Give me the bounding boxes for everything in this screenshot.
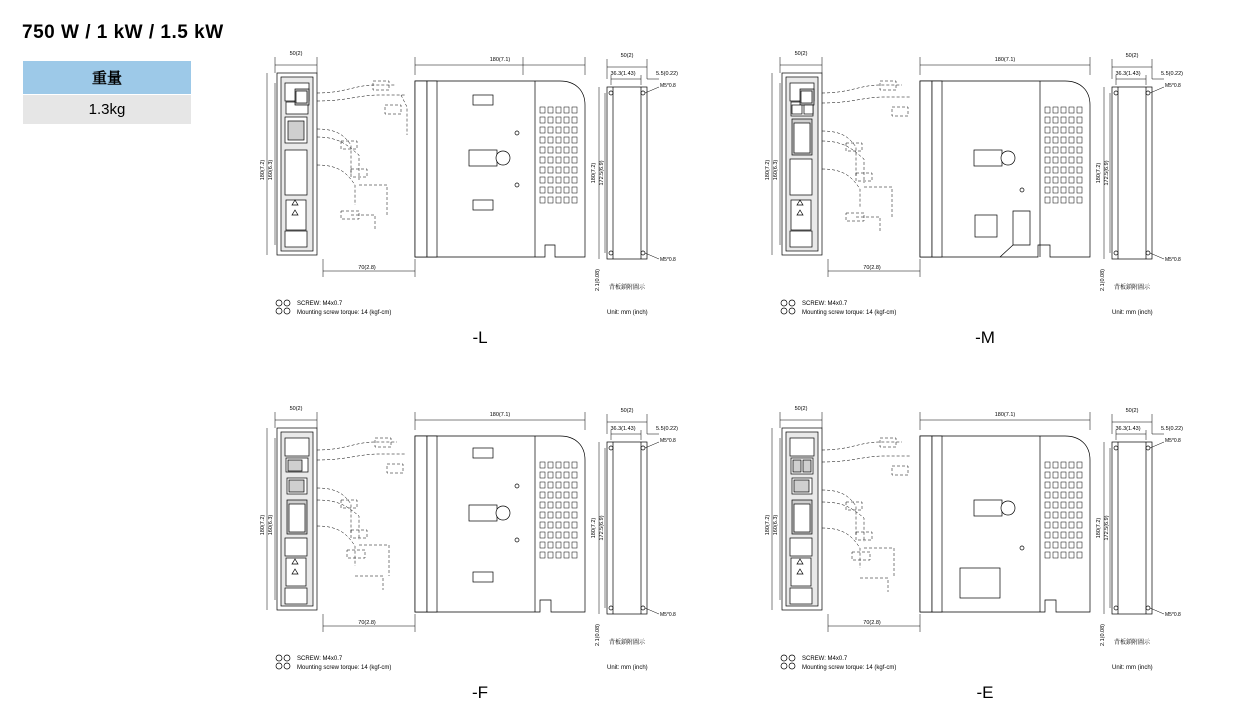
drawing-svg-F [255,400,705,690]
svg-text:5.5(0.22): 5.5(0.22) [1160,426,1184,432]
svg-text:180(7.2): 180(7.2) [591,517,597,539]
svg-text:160(6.3): 160(6.3) [268,514,274,536]
svg-text:172.5(6.9): 172.5(6.9) [1104,515,1110,541]
svg-text:50(2): 50(2) [289,406,303,412]
svg-text:160(6.3): 160(6.3) [268,159,274,181]
panel-caption-F: -F [471,683,489,702]
drawing-svg-M [760,45,1210,335]
svg-text:SCREW: M4x0.7: SCREW: M4x0.7 [297,301,343,307]
svg-text:180(7.2): 180(7.2) [765,514,771,536]
svg-text:Mounting screw torque: 14 (kgf: Mounting screw torque: 14 (kgf-cm) [297,665,392,671]
svg-text:180(7.1): 180(7.1) [994,57,1016,63]
svg-text:M5*0.8: M5*0.8 [1165,257,1181,263]
svg-text:Mounting screw torque: 14 (kgf: Mounting screw torque: 14 (kgf-cm) [297,310,392,316]
panel-caption-M: -M [975,328,995,347]
svg-text:172.5(6.9): 172.5(6.9) [599,515,605,541]
svg-text:5.5(0.22): 5.5(0.22) [655,426,679,432]
svg-text:Unit: mm (inch): Unit: mm (inch) [1112,665,1153,671]
svg-text:36.3(1.43): 36.3(1.43) [1115,71,1141,77]
drawing-panel-F [255,400,705,710]
svg-text:36.3(1.43): 36.3(1.43) [610,426,636,432]
page-title: 750 W / 1 kW / 1.5 kW [22,22,224,43]
drawing-panel-E [760,400,1210,710]
svg-text:背板鎖附圖示: 背板鎖附圖示 [1113,284,1151,291]
svg-text:50(2): 50(2) [794,406,808,412]
svg-text:M5*0.8: M5*0.8 [1165,83,1181,89]
panel-caption-E: -E [976,683,994,702]
svg-text:M5*0.8: M5*0.8 [660,83,676,89]
svg-text:180(7.1): 180(7.1) [489,57,511,63]
svg-text:2.1(0.08): 2.1(0.08) [595,268,601,292]
svg-text:180(7.2): 180(7.2) [1096,162,1102,184]
svg-text:2.1(0.08): 2.1(0.08) [595,623,601,647]
svg-text:背板鎖附圖示: 背板鎖附圖示 [608,639,646,646]
svg-text:50(2): 50(2) [794,51,808,57]
svg-text:5.5(0.22): 5.5(0.22) [1160,71,1184,77]
svg-text:172.5(6.9): 172.5(6.9) [1104,160,1110,186]
panel-caption-L: -L [472,328,488,347]
svg-text:Unit: mm (inch): Unit: mm (inch) [607,310,648,316]
svg-text:SCREW: M4x0.7: SCREW: M4x0.7 [802,301,848,307]
svg-text:70(2.8): 70(2.8) [358,620,376,626]
svg-text:M5*0.8: M5*0.8 [660,257,676,263]
svg-text:M5*0.8: M5*0.8 [660,612,676,618]
svg-text:背板鎖附圖示: 背板鎖附圖示 [608,284,646,291]
svg-text:180(7.2): 180(7.2) [260,159,266,181]
svg-text:M5*0.8: M5*0.8 [1165,438,1181,444]
svg-text:180(7.2): 180(7.2) [1096,517,1102,539]
svg-text:50(2): 50(2) [620,53,634,59]
svg-text:160(6.3): 160(6.3) [773,159,779,181]
weight-table-header: 重量 [23,61,192,95]
drawing-panel-L [255,45,705,355]
svg-text:M5*0.8: M5*0.8 [1165,612,1181,618]
svg-text:Mounting screw torque: 14 (kgf: Mounting screw torque: 14 (kgf-cm) [802,310,897,316]
svg-text:Mounting screw torque: 14 (kgf: Mounting screw torque: 14 (kgf-cm) [802,665,897,671]
svg-text:50(2): 50(2) [289,51,303,57]
svg-text:180(7.2): 180(7.2) [260,514,266,536]
svg-text:50(2): 50(2) [620,408,634,414]
svg-text:160(6.3): 160(6.3) [773,514,779,536]
svg-text:SCREW: M4x0.7: SCREW: M4x0.7 [297,656,343,662]
svg-text:50(2): 50(2) [1125,408,1139,414]
svg-text:180(7.1): 180(7.1) [994,412,1016,418]
svg-text:Unit: mm (inch): Unit: mm (inch) [1112,310,1153,316]
svg-text:36.3(1.43): 36.3(1.43) [610,71,636,77]
weight-table [22,60,192,125]
svg-text:5.5(0.22): 5.5(0.22) [655,71,679,77]
svg-text:180(7.2): 180(7.2) [765,159,771,181]
svg-text:172.5(6.9): 172.5(6.9) [599,160,605,186]
svg-text:Unit: mm (inch): Unit: mm (inch) [607,665,648,671]
weight-table-value: 1.3kg [23,95,192,125]
svg-text:180(7.2): 180(7.2) [591,162,597,184]
svg-text:70(2.8): 70(2.8) [863,265,881,271]
svg-text:SCREW: M4x0.7: SCREW: M4x0.7 [802,656,848,662]
drawing-svg-E [760,400,1210,690]
svg-text:M5*0.8: M5*0.8 [660,438,676,444]
svg-text:2.1(0.08): 2.1(0.08) [1100,623,1106,647]
svg-text:70(2.8): 70(2.8) [358,265,376,271]
svg-text:180(7.1): 180(7.1) [489,412,511,418]
drawing-panel-M [760,45,1210,355]
svg-text:70(2.8): 70(2.8) [863,620,881,626]
drawing-svg-L [255,45,705,335]
svg-text:2.1(0.08): 2.1(0.08) [1100,268,1106,292]
svg-text:50(2): 50(2) [1125,53,1139,59]
svg-text:36.3(1.43): 36.3(1.43) [1115,426,1141,432]
svg-text:背板鎖附圖示: 背板鎖附圖示 [1113,639,1151,646]
